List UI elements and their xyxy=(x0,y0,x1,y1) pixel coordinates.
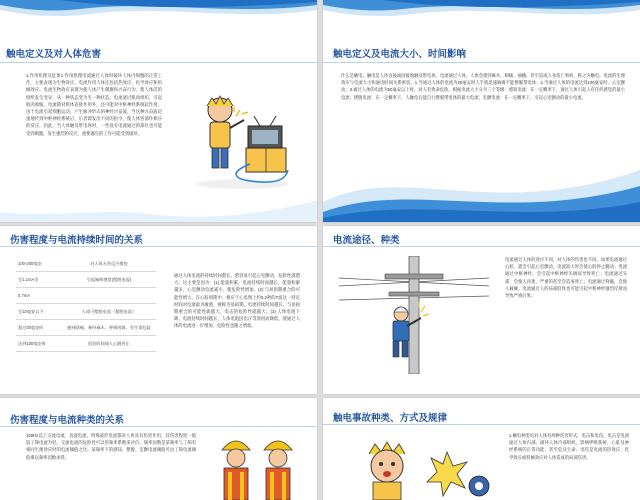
current-effect-table xyxy=(16,256,156,352)
title-divider xyxy=(0,246,317,247)
slide-2[interactable] xyxy=(323,0,640,222)
electrician-tv-illustration xyxy=(190,84,302,192)
table-row xyxy=(16,288,156,304)
slide-body-text: 100Hz以上交流电流、直流电流、特殊波形电流都对人体具有伤害作用，其伤害程度一般较工频电流为轻。交流电流的危险性可以用频率系数来评价。频率因数是某频率与工频有相同生理效应时的电流阈值之比。某频率下的感知、摆脱、室颤电流阈值可由工频电流阈值乘以频率因数求得。 xyxy=(26,433,196,460)
table-cell: 超过30毫安时 xyxy=(16,320,62,336)
table-cell: 至10毫安以下 xyxy=(16,304,62,320)
table-row xyxy=(16,320,156,336)
slide-title: 电流途径、种类 xyxy=(333,235,400,246)
wave-decoration xyxy=(0,0,317,30)
wave-decoration xyxy=(323,0,640,30)
slide-title: 触电定义及对人体危害 xyxy=(6,49,102,60)
table-cell: 100-200毫安 xyxy=(16,256,62,272)
title-divider xyxy=(323,62,640,63)
slide-4[interactable] xyxy=(323,226,640,394)
slide-body-text: 1.作用机理及征象1.作用机理电流通过人体时破坏人体内细胞的正常工作，主要表现为生物效应。电流作用人体还包括热效应、化学效应和机械效应。电流生物效应表现为使人体产生刺激和兴奋行为，使人体活的组织发生变异，从一种状态变为另一种状态。电流通过肌肉组织，引起肌肉收缩。电流除对机体直接作用外，还可能对中枢神经系统起作用。由于电流引起细胞运动，产生脉冲形式的神经兴奋波，当这种兴奋波迅速地传到中枢神经系统后，后者即发出不同的指令，使人体各部作相应的反应。因此，当人体触及带电体时，一些没有电流通过的部位也可能受到刺激，发生强烈的反应，重要器官的工作可能受到破坏。 xyxy=(26,73,162,136)
shock-victim-illustration xyxy=(347,432,497,500)
table-row xyxy=(16,304,156,320)
slide-body-text: 通过人体电流的持续时间愈长，愈容易引起心室颤动，危险性就愈大。这主要是因为：(1) 能量积累。电流持续时间越长，能量积累越多，心室颤动电流减小，使危险性增加。(2) 与易损期重合的可能性增大。在心脏周期中，相应于心电图上约0.2秒的T波这一特定时间对电流最为敏感，被称为易损期。电流持续时间越长，与易损期重合的可能性就越大，电击的危险性就越大。(3) 人体电阻下降。电流持续时间越长，人体电阻因出汗等原因而降低，使通过人体的电流进一步增加，危险性也随之增加。 xyxy=(174,273,300,329)
wave-decoration xyxy=(323,152,640,222)
table-cell: 引起麻痹感觉(摆脱电流) xyxy=(62,272,156,288)
table-row xyxy=(16,272,156,288)
title-divider xyxy=(0,62,317,63)
slide-title: 伤害程度与电流持续时间的关系 xyxy=(10,235,144,246)
wave-decoration xyxy=(0,192,317,222)
table-row xyxy=(16,256,156,272)
lineman-pole-illustration xyxy=(339,256,489,374)
slide-1[interactable] xyxy=(0,0,317,222)
table-cell: 人或可摆脱电流（摆脱电流） xyxy=(62,304,156,320)
slide-3[interactable] xyxy=(0,226,317,394)
slide-title: 伤害程度与电流种类的关系 xyxy=(10,415,125,426)
table-cell: 0.7mA xyxy=(16,288,62,304)
table-cell: 达到100毫安时 xyxy=(16,336,62,352)
table-cell: 至1.1mA至 xyxy=(16,272,62,288)
table-cell: 对人体无害反应敏锐 xyxy=(62,256,156,272)
table-cell xyxy=(62,288,156,304)
slide-5[interactable] xyxy=(0,398,317,500)
title-divider xyxy=(323,424,640,425)
table-row xyxy=(16,336,156,352)
table-cell: 很短时间使人心跳停止 xyxy=(62,336,156,352)
title-divider xyxy=(0,426,317,427)
slide-title: 触电事故种类、方式及规律 xyxy=(333,413,448,424)
slide-body-text: 1.触电种类电对人体有两种伤害形式，电击和电伤。电击是电流通过人体内部，破坏人体内部组织，影响呼吸系统、心脏及神经系统的正常功能，甚至危及生命。电伤是电流的热效应、化学效应或机械效应对人体造成的局部伤害。 xyxy=(509,433,629,460)
table-cell: 感到剧痛，神经麻木，呼吸困难，有生命危险 xyxy=(62,320,156,336)
slide-body-text: 电流通过人体的途径不同，对人体的伤害也不同。如果电流通过心脏，就会引起心室颤动，电流较大时会使心脏停止跳动；电流通过中枢神经，会引起中枢神经失调而导致死亡；电流通过头部，会使人昏迷，严重的甚至会造成死亡；电流通过脊髓，会使人截瘫。电流通过人的局部肢体也可能引起中枢神经强烈反射而导致严重后果。 xyxy=(505,257,627,299)
slide-body-text: 什么是触电，触电是人体直接或间接地触及带电体，电流通过人体，人体会感到麻木、刺痛、抽搐，甚至造成人身伤亡事故，称之为触电。电流的生理效应与电流大小和通电时间关系密切。1.当通过人体的电流为20毫安时人手就迅速麻痹不能摆脱带电体；2.当通过人体的电流达到100毫安时，心室颤动；3.通过人体的电流为50毫安以上时，对人有致命危险。根据电流大小分为三个等级：感知电流：在一定概率下，通过人体引起人有任何感觉的最小电流；摆脱电流：在一定概率下，人触电后能自行摆脱带电体的最大电流；室颤电流：在一定概率下，引起心室颤动的最小电流。 xyxy=(341,73,625,100)
title-divider xyxy=(323,246,640,247)
slide-title: 触电定义及电流大小、时间影响 xyxy=(333,49,467,60)
workers-illustration xyxy=(210,432,310,500)
slide-6[interactable] xyxy=(323,398,640,500)
